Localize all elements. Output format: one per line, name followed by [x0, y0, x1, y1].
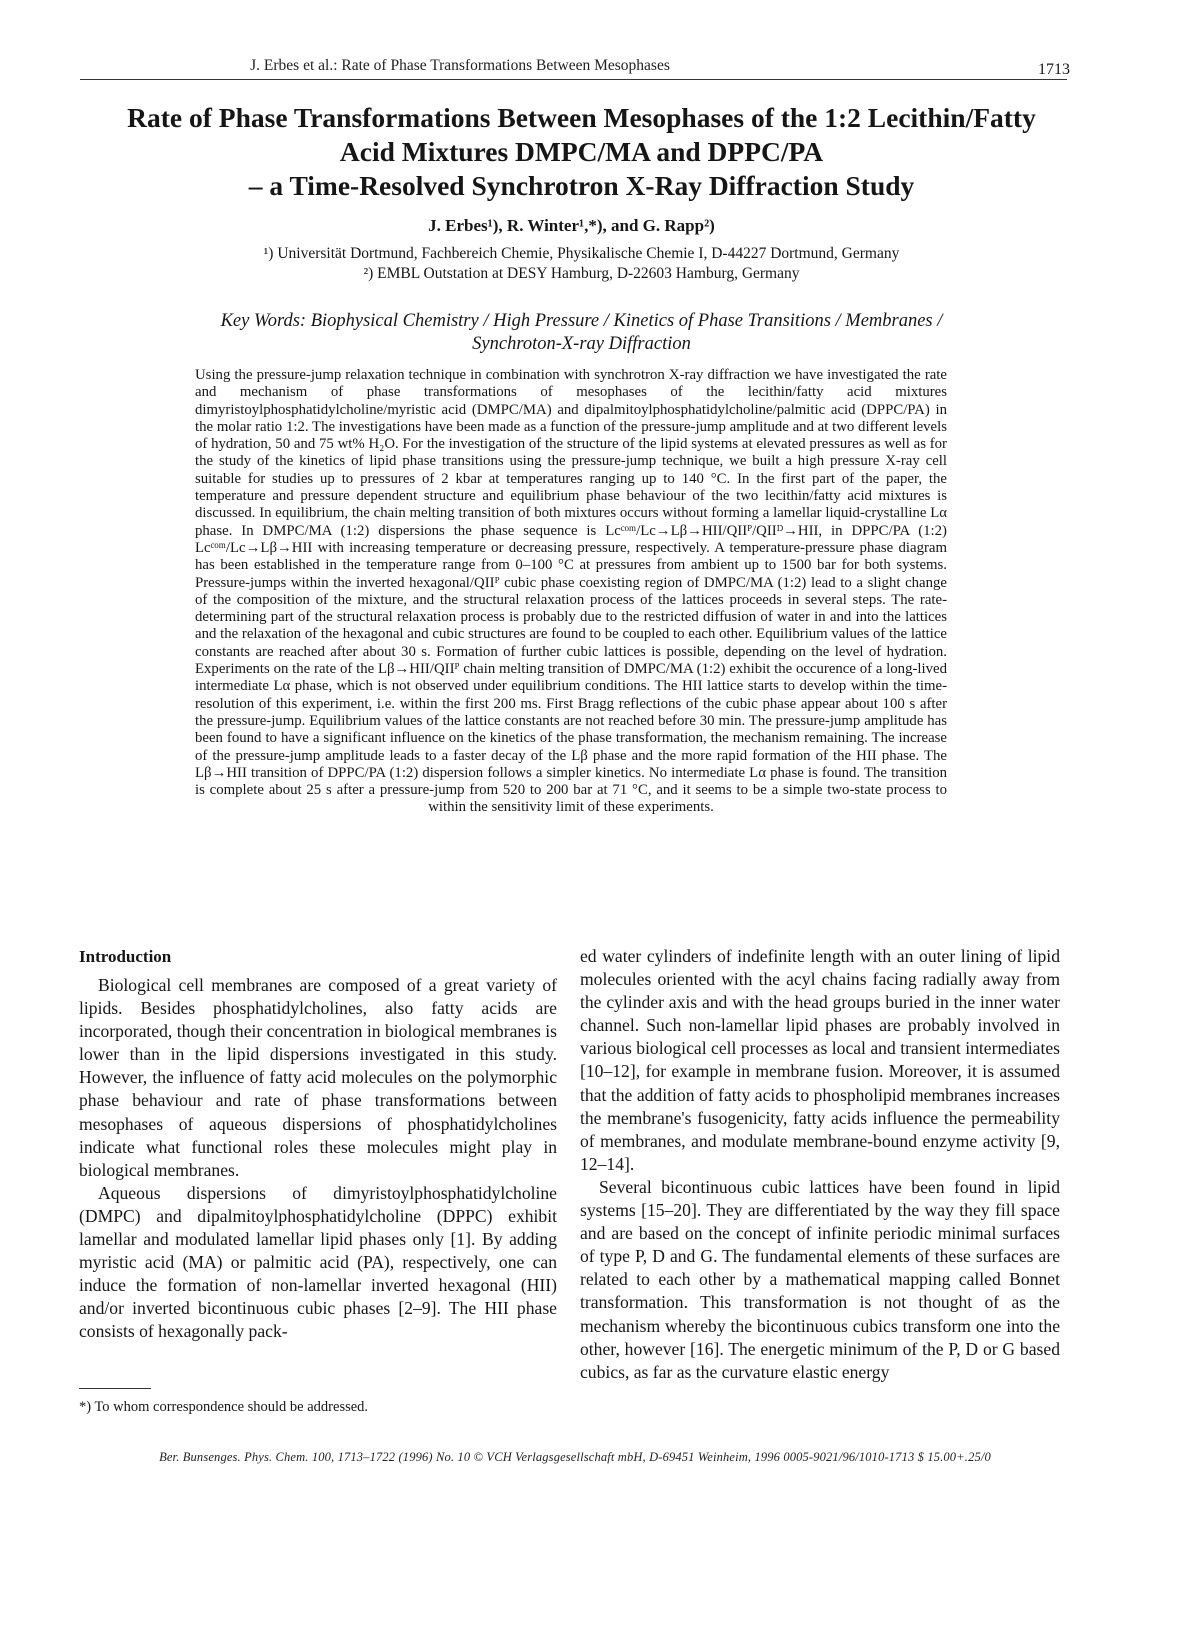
title-line-1: Rate of Phase Transformations Between Mesophases of the 1:2 Lecithin/Fatty [127, 102, 1036, 133]
journal-footer: Ber. Bunsenges. Phys. Chem. 100, 1713–1722 (1996) No. 10 © VCH Verlagsgesellschaft mbH, D-69451 Weinheim, 1996 0005-9021/96/1010-1713 $ 15.00+.25/0 [159, 1450, 991, 1464]
keywords-line-2: Synchroton-X-ray Diffraction [472, 334, 691, 354]
footnote-rule [79, 1388, 151, 1389]
keywords-line-1: Key Words: Biophysical Chemistry / High Pressure / Kinetics of Phase Transitions / Membranes / [220, 311, 943, 331]
running-header: J. Erbes et al.: Rate of Phase Transformations Between Mesophases [250, 57, 670, 74]
title-line-2: Acid Mixtures DMPC/MA and DPPC/PA [339, 136, 824, 167]
footnote: *) To whom correspondence should be addressed. [79, 1399, 369, 1415]
affiliation-1: ¹) Universität Dortmund, Fachbereich Chemie, Physikalische Chemie I, D-44227 Dortmund, Germany [263, 245, 900, 262]
paper-title [60, 101, 1103, 203]
affiliation-2: ²) EMBL Outstation at DESY Hamburg, D-22603 Hamburg, Germany [363, 265, 800, 282]
right-column [580, 945, 1060, 1384]
intro-paragraph-2: Aqueous dispersions of dimyristoylphosphatidylcholine (DMPC) and dipalmitoylphosphatidylcholine (DPPC) exhibit lamellar and modulated lamellar lipid phases only [1]. By adding myristic acid (MA) or palmitic acid (PA), respectively, one can induce the formation of non-lamellar inverted hexagonal (HII) and/or inverted bicontinuous cubic phases [2–9]. The HII phase consists of hexagonally pack- [79, 1182, 557, 1342]
introduction-heading: Introduction [79, 947, 172, 966]
intro-paragraph-4: Several bicontinuous cubic lattices have been found in lipid systems [15–20]. They are differentiated by the way they fill space and are based on the concept of infinite periodic minimal surfaces of type P, D and G. The fundamental elements of these surfaces are related to each other by a mathematical mapping called Bonnet transformation. This transformation is not thought of as the mechanism whereby the bicontinuous cubics transform one into the other, however [16]. The energetic minimum of the P, D or G based cubics, as far as the curvature elastic energy [580, 1176, 1060, 1382]
title-line-3: – a Time-Resolved Synchrotron X-Ray Diffraction Study [248, 170, 915, 201]
page-number: 1713 [1038, 61, 1070, 78]
intro-paragraph-3: ed water cylinders of indefinite length with an outer lining of lipid molecules oriented with the acyl chains facing radially away from the cylinder axis and with the head groups buried in the inner water channel. Such non-lamellar lipid phases are probably involved in various biological cell processes as local and transient intermediates [10–12], for example in membrane fusion. Moreover, it is assumed that the addition of fatty acids to phospholipid membranes increases the membrane's fusogenicity, fatty acids influence the permeability of membranes, and modulate membrane-bound enzyme activity [9, 12–14]. [580, 946, 1060, 1174]
keywords [130, 310, 1033, 356]
authors: J. Erbes¹), R. Winter¹,*), and G. Rapp²) [428, 216, 715, 235]
header-rule [80, 79, 1067, 80]
intro-paragraph-1: Biological cell membranes are composed of a great variety of lipids. Besides phosphatidylcholines, also fatty acids are incorporated, though their concentration in biological membranes is lower than in the lipid dispersions investigated in this study. However, the influence of fatty acid molecules on the polymorphic phase behaviour and rate of phase transformations between mesophases of aqueous dispersions of phosphatidylcholines indicate what functional roles these molecules might play in biological membranes. [79, 975, 557, 1180]
abstract: Using the pressure-jump relaxation technique in combination with synchrotron X-ray diffraction we have investigated the rate and mechanism of phase transformations of mesophases of the lecithin/fatty acid mixtures dimyristoylphosphatidylcholine/myristic acid (DMPC/MA) and dipalmitoylphosphatidylcholine/palmitic acid (DPPC/PA) in the molar ratio 1:2. The investigations have been made as a function of the pressure-jump amplitude and at two different levels of hydration, 50 and 75 wt% H₂O. For the investigation of the structure of the lipid systems at elevated pressures as well as for the study of the kinetics of lipid phase transitions using the pressure-jump technique, we built a high pressure X-ray cell suitable for studies up to pressures of 2 kbar at temperatures ranging up to 140 °C. In the first part of the paper, the temperature and pressure dependent structure and equilibrium phase behaviour of the two lecithin/fatty acid mixtures is discussed. In equilibrium, the chain melting transition of both mixtures occurs without forming a lamellar liquid-crystalline Lα phase. In DMPC/MA (1:2) dispersions the phase sequence is Lcᶜᵒᵐ/Lc→Lβ→HII/QIIᴾ/QIIᴰ→HII, in DPPC/PA (1:2) Lcᶜᵒᵐ/Lc→Lβ→HII with increasing temperature or decreasing pressure, respectively. A temperature-pressure phase diagram has been established in the temperature range from 0–100 °C at pressures from ambient up to 1500 bar for both systems. Pressure-jumps within the inverted hexagonal/QIIᴾ cubic phase coexisting region of DMPC/MA (1:2) lead to a slight change of the composition of the mixture, and the structural relaxation process of the lattices proceeds in several steps. The rate-determining part of the structural relaxation process is probably due to the restricted diffusion of water in and into the lattices and the relaxation of the hexagonal and cubic structures are found to be coupled to each other. Equilibrium values of the lattice constants are reached after about 30 s. Formation of further cubic lattices is possible, depending on the level of hydration. Experiments on the rate of the Lβ→HII/QIIᴾ chain melting transition of DMPC/MA (1:2) exhibit the occurence of a long-lived intermediate Lα phase, which is not observed under equilibrium conditions. The HII lattice starts to develop within the time-resolution of this experiment, i.e. within the first 200 ms. First Bragg reflections of the cubic phase appear about 100 s after the pressure-jump. Equilibrium values of the lattice constants are not reached before 30 min. The pressure-jump amplitude has been found to have a significant influence on the kinetics of the phase transformation, the mechanism remaining. The increase of the pressure-jump amplitude leads to a faster decay of the Lβ phase and the more rapid formation of the HII phase. The Lβ→HII transition of DPPC/PA (1:2) dispersion follows a simpler kinetics. No intermediate Lα phase is found. The transition is complete about 25 s after a pressure-jump from 520 to 200 bar at 71 °C, and it seems to be a simple two-state process to within the sensitivity limit of these experiments. [195, 367, 947, 816]
left-column [79, 974, 557, 1344]
